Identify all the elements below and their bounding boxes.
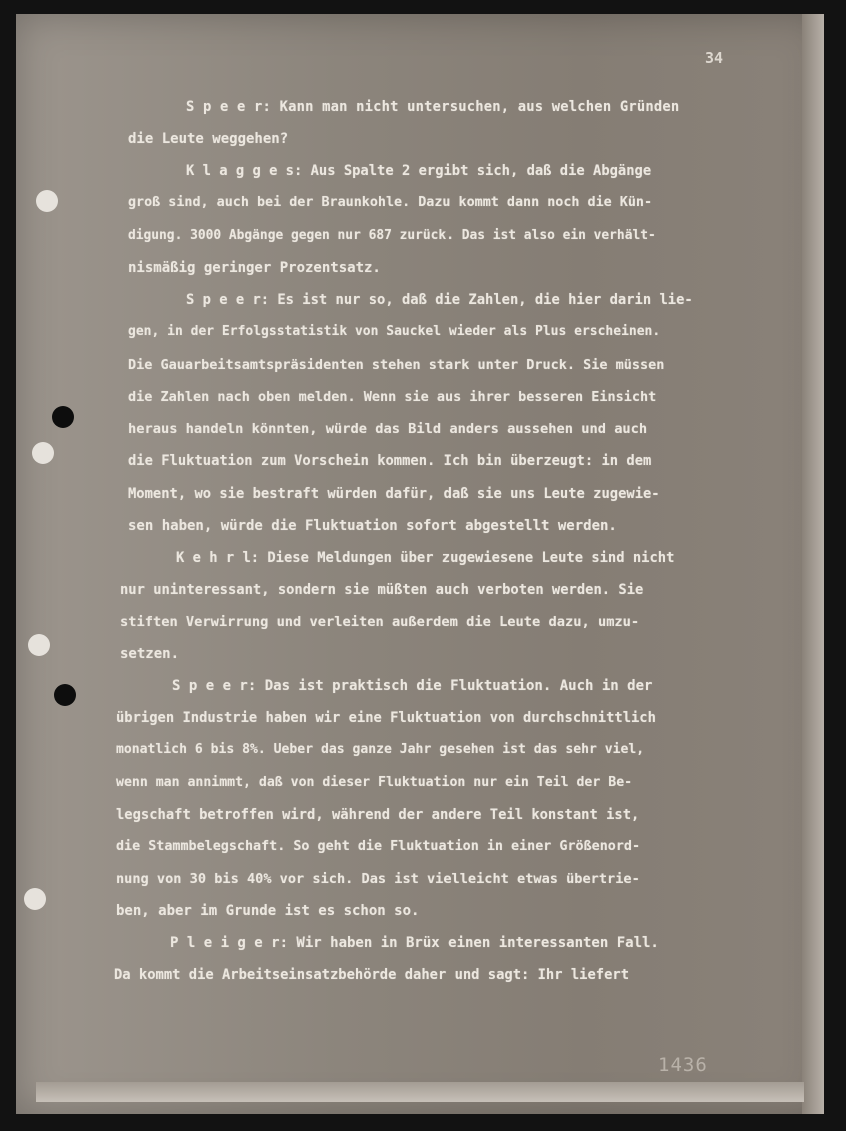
punch-hole [32, 442, 54, 464]
text-line: wenn man annimmt, daß von dieser Fluktuation nur ein Teil der Be- [116, 775, 633, 790]
text-line: stiften Verwirrung und verleiten außerdem die Leute dazu, umzu- [120, 614, 640, 630]
text-line: legschaft betroffen wird, während der andere Teil konstant ist, [116, 807, 640, 823]
text-line: digung. 3000 Abgänge gegen nur 687 zurück. Das ist also ein verhält- [128, 228, 656, 243]
page-edge [802, 14, 824, 1114]
text-line: P l e i g e r: Wir haben in Brüx einen interessanten Fall. [170, 935, 659, 951]
text-line: ben, aber im Grunde ist es schon so. [116, 903, 420, 919]
text-line: monatlich 6 bis 8%. Ueber das ganze Jahr gesehen ist das sehr viel, [116, 742, 645, 757]
text-line: Da kommt die Arbeitseinsatzbehörde daher und sagt: Ihr liefert [114, 967, 629, 983]
text-line: K l a g g e s: Aus Spalte 2 ergibt sich, daß die Abgänge [186, 163, 652, 179]
punch-hole [36, 190, 58, 212]
punch-hole [54, 684, 76, 706]
text-line: S p e e r: Es ist nur so, daß die Zahlen, die hier darin lie- [186, 292, 693, 308]
page-bottom-band [36, 1082, 804, 1102]
text-line: die Leute weggehen? [128, 131, 289, 147]
text-line: die Stammbelegschaft. So geht die Fluktuation in einer Größenord- [116, 839, 641, 854]
text-line: heraus handeln könnten, würde das Bild anders aussehen und auch [128, 421, 648, 437]
page-number: 34 [705, 49, 724, 67]
text-line: groß sind, auch bei der Braunkohle. Dazu kommt dann noch die Kün- [128, 195, 653, 210]
text-line: nur uninteressant, sondern sie müßten auch verboten werden. Sie [120, 582, 644, 598]
text-line: K e h r l: Diese Meldungen über zugewiesene Leute sind nicht [176, 550, 675, 566]
text-line: gen, in der Erfolgsstatistik von Sauckel wieder als Plus erscheinen. [128, 324, 661, 339]
punch-hole [28, 634, 50, 656]
text-line: S p e e r: Das ist praktisch die Fluktuation. Auch in der [172, 678, 653, 694]
punch-hole [52, 406, 74, 428]
punch-hole [24, 888, 46, 910]
text-line: Die Gauarbeitsamtspräsidenten stehen stark unter Druck. Sie müssen [128, 357, 665, 373]
text-line: S p e e r: Kann man nicht untersuchen, aus welchen Gründen [186, 99, 680, 115]
archive-stamp-number: 1436 [658, 1054, 708, 1076]
text-line: sen haben, würde die Fluktuation sofort abgestellt werden. [128, 518, 617, 534]
text-line: setzen. [120, 646, 180, 662]
text-line: nismäßig geringer Prozentsatz. [128, 260, 381, 276]
text-line: nung von 30 bis 40% vor sich. Das ist vielleicht etwas übertrie- [116, 871, 640, 887]
text-line: die Zahlen nach oben melden. Wenn sie aus ihrer besseren Einsicht [128, 389, 657, 405]
text-line: die Fluktuation zum Vorschein kommen. Ich bin überzeugt: in dem [128, 453, 652, 469]
text-line: Moment, wo sie bestraft würden dafür, daß sie uns Leute zugewie- [128, 486, 660, 502]
text-line: übrigen Industrie haben wir eine Fluktuation von durchschnittlich [116, 710, 656, 726]
